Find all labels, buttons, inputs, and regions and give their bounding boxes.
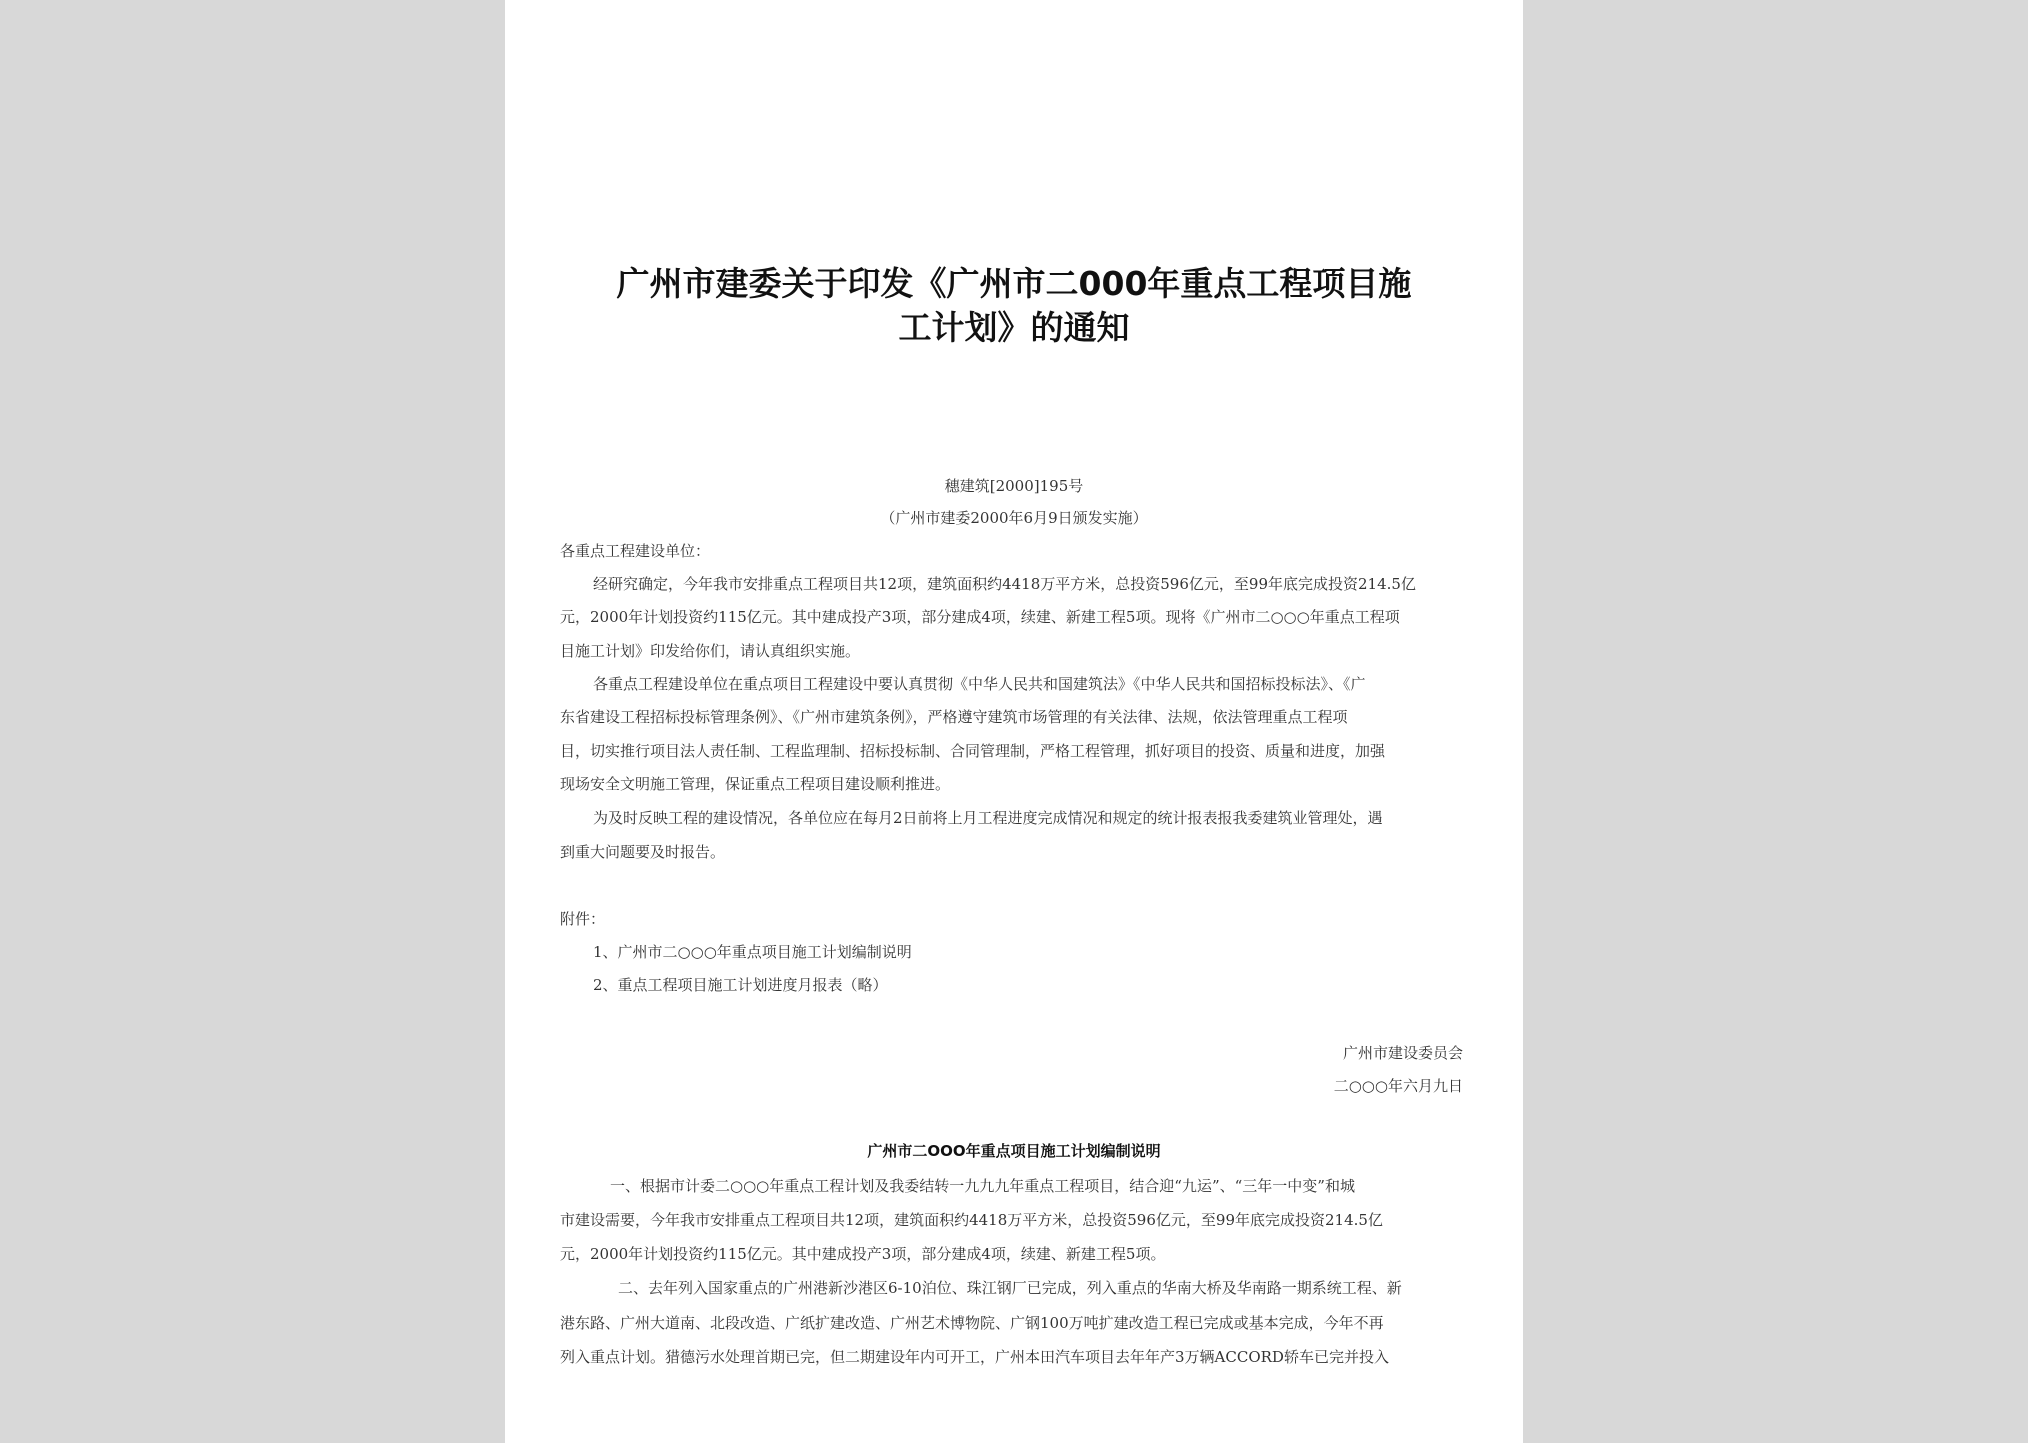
section-para2-line: 港东路、广州大道南、北段改造、广纸扩建改造、广州艺术博物院、广钢100万吨扩建改造工程已完成或基本完成，今年不再 bbox=[560, 1314, 1384, 1332]
attachment-item: 1、广州市二○○○年重点项目施工计划编制说明 bbox=[593, 943, 912, 961]
document-number: 穗建筑[2000]195号 bbox=[944, 477, 1084, 495]
attachment-item: 2、重点工程项目施工计划进度月报表（略） bbox=[593, 976, 888, 994]
para2-line: 各重点工程建设单位在重点项目工程建设中要认真贯彻《中华人民共和国建筑法》《中华人民共和国招标投标法》、《广 bbox=[593, 675, 1366, 693]
section-para2-line: 列入重点计划。猎德污水处理首期已完，但二期建设年内可开工，广州本田汽车项目去年年产3万辆ACCORD轿车已完并投入 bbox=[560, 1348, 1389, 1366]
section-para1-line: 一、根据市计委二○○○年重点工程计划及我委结转一九九九年重点工程项目，结合迎“九运”、“三年一中变”和城 bbox=[610, 1177, 1355, 1195]
title-line-1: 广州市建委关于印发《广州市二000年重点工程项目施 bbox=[616, 264, 1412, 303]
section-para2-line: 二、去年列入国家重点的广州港新沙港区6-10泊位、珠江钢厂已完成，列入重点的华南大桥及华南路一期系统工程、新 bbox=[618, 1279, 1402, 1297]
section-para1-line: 元，2000年计划投资约115亿元。其中建成投产3项，部分建成4项，续建、新建工程5项。 bbox=[560, 1245, 1166, 1263]
issue-note: （广州市建委2000年6月9日颁发实施） bbox=[880, 509, 1148, 527]
para3-line: 为及时反映工程的建设情况，各单位应在每月2日前将上月工程进度完成情况和规定的统计报表报我委建筑业管理处，遇 bbox=[593, 809, 1383, 827]
para2-line: 现场安全文明施工管理，保证重点工程项目建设顺利推进。 bbox=[560, 775, 951, 793]
document-page bbox=[505, 0, 1523, 1443]
title-line-2: 工计划》的通知 bbox=[898, 308, 1130, 347]
document-title bbox=[555, 262, 1473, 350]
para1-line: 目施工计划》印发给你们，请认真组织实施。 bbox=[560, 642, 861, 660]
addressee: 各重点工程建设单位： bbox=[560, 542, 711, 560]
para2-line: 目，切实推行项目法人责任制、工程监理制、招标投标制、合同管理制，严格工程管理，抓好项目的投资、质量和进度，加强 bbox=[560, 742, 1386, 760]
para3-line: 到重大问题要及时报告。 bbox=[560, 843, 726, 861]
para2-line: 东省建设工程招标投标管理条例》、《广州市建筑条例》，严格遵守建筑市场管理的有关法律、法规，依法管理重点工程项 bbox=[560, 708, 1348, 726]
section-para1-line: 市建设需要，今年我市安排重点工程项目共12项，建筑面积约4418万平方米，总投资596亿元，至99年底完成投资214.5亿 bbox=[560, 1211, 1383, 1229]
para1-line: 元，2000年计划投资约115亿元。其中建成投产3项，部分建成4项，续建、新建工程5项。现将《广州市二○○○年重点工程项 bbox=[560, 608, 1400, 626]
signature-date: 二○○○年六月九日 bbox=[1333, 1077, 1463, 1095]
para1-line: 经研究确定，今年我市安排重点工程项目共12项，建筑面积约4418万平方米，总投资596亿元，至99年底完成投资214.5亿 bbox=[593, 575, 1416, 593]
attachment-label: 附件： bbox=[560, 910, 606, 928]
signature-org: 广州市建设委员会 bbox=[1342, 1044, 1463, 1062]
section-title: 广州市二OOO年重点项目施工计划编制说明 bbox=[867, 1142, 1161, 1160]
